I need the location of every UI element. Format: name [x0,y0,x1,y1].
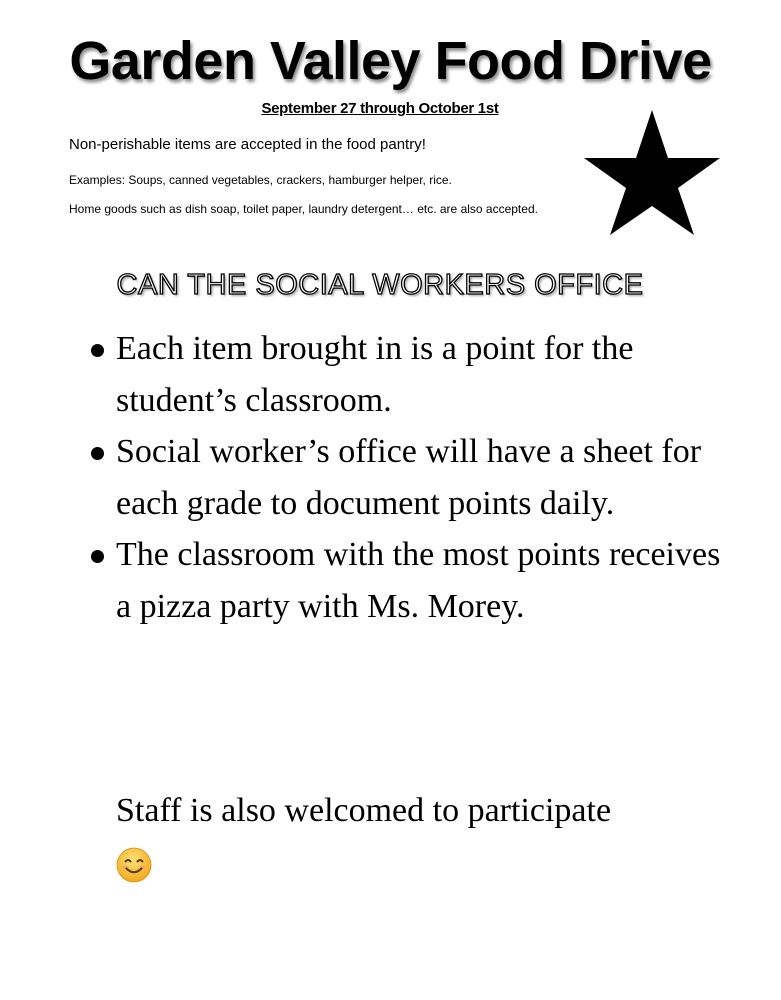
bullet-text: Social worker’s office will have a sheet for each grade to document points daily. [116,433,702,522]
list-item [88,529,728,632]
bullet-icon [91,344,104,357]
section-heading: CAN THE SOCIAL WORKERS OFFICE [116,269,644,301]
info-line-examples: Examples: Soups, canned vegetables, crackers, hamburger helper, rice. [69,173,452,187]
bullet-icon [91,447,104,460]
date-range: September 27 through October 1st [261,100,499,117]
smiling-face-icon [116,847,152,883]
bullet-text: Each item brought in is a point for the student’s classroom. [116,330,634,419]
list-item [88,426,728,529]
bullet-text: The classroom with the most points receives a pizza party with Ms. Morey. [116,536,721,625]
bullet-list [88,323,728,632]
page-title: Garden Valley Food Drive [69,31,712,91]
staff-note: Staff is also welcomed to participate [116,792,612,829]
info-line-home-goods: Home goods such as dish soap, toilet paper, laundry detergent… etc. are also accepted. [69,202,538,216]
info-line-accepted: Non-perishable items are accepted in the food pantry! [69,136,426,153]
star-icon [584,110,720,235]
bullet-icon [91,550,104,563]
list-item [88,323,728,426]
